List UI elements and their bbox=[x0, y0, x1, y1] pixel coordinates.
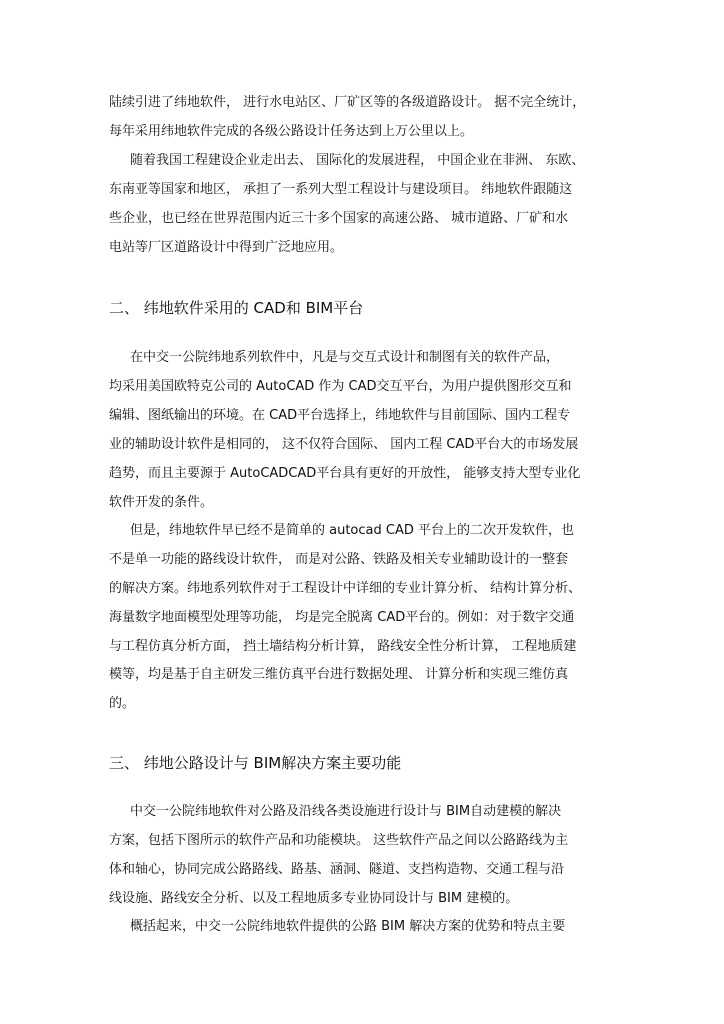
paragraph-5-line-1: 中交一公院纬地软件对公路及沿线各类设施进行设计与 BIM自动建模的解决 bbox=[130, 804, 562, 819]
paragraph-4-line-1: 但是，纬地软件早已经不是简单的 autocad CAD 平台上的二次开发软件，也 bbox=[130, 523, 574, 538]
section-2-heading: 二、 纬地软件采用的 CAD和 BIM平台 bbox=[109, 299, 364, 317]
paragraph-1-line-2: 每年采用纬地软件完成的各级公路设计任务达到上万公里以上。 bbox=[109, 124, 474, 139]
paragraph-4-line-3: 的解决方案。纬地系列软件对于工程设计中详细的专业计算分析、 结构计算分析、 bbox=[109, 581, 582, 596]
paragraph-3-line-4: 业的辅助设计软件是相同的， 这不仅符合国际、 国内工程 CAD平台大的市场发展 bbox=[109, 437, 579, 452]
paragraph-2-line-3: 些企业，也已经在世界范围内近三十多个国家的高速公路、 城市道路、厂矿和水 bbox=[109, 211, 569, 226]
paragraph-5-line-2: 方案，包括下图所示的软件产品和功能模块。 这些软件产品之间以公路路线为主 bbox=[109, 833, 569, 848]
paragraph-5-line-3: 体和轴心，协同完成公路路线、路基、涵洞、隧道、支挡构造物、交通工程与沿 bbox=[109, 862, 565, 877]
paragraph-5-line-4: 线设施、路线安全分析、以及工程地质多专业协同设计与 BIM 建模的。 bbox=[109, 891, 519, 906]
paragraph-3-line-5: 趋势，而且主要源于 AutoCADCAD平台具有更好的开放性， 能够支持大型专业化 bbox=[109, 466, 581, 481]
paragraph-2-line-4: 电站等厂区道路设计中得到广泛地应用。 bbox=[109, 240, 344, 255]
paragraph-6-line-1: 概括起来，中交一公院纬地软件提供的公路 BIM 解决方案的优势和特点主要 bbox=[130, 919, 566, 934]
paragraph-3-line-2: 均采用美国欧特克公司的 AutoCAD 作为 CAD交互平台，为用户提供图形交互和 bbox=[109, 379, 572, 394]
paragraph-4-line-2: 不是单一功能的路线设计软件， 而是对公路、铁路及相关专业辅助设计的一整套 bbox=[109, 552, 569, 567]
paragraph-4-line-6: 模等，均是基于自主研发三维仿真平台进行数据处理、 计算分析和实现三维仿真 bbox=[109, 667, 569, 682]
section-3-heading: 三、 纬地公路设计与 BIM解决方案主要功能 bbox=[109, 754, 402, 772]
paragraph-4-line-7: 的。 bbox=[109, 696, 136, 711]
paragraph-4-line-5: 与工程仿真分析方面， 挡土墙结构分析计算， 路线安全性分析计算， 工程地质建 bbox=[109, 639, 577, 654]
paragraph-3-line-1: 在中交一公院纬地系列软件中，凡是与交互式设计和制图有关的软件产品， bbox=[130, 350, 560, 365]
paragraph-3-line-6: 软件开发的条件。 bbox=[109, 495, 214, 510]
paragraph-2-line-2: 东南亚等国家和地区， 承担了一系列大型工程设计与建设项目。 纬地软件跟随这 bbox=[109, 182, 573, 197]
paragraph-2-line-1: 随着我国工程建设企业走出去、 国际化的发展进程， 中国企业在非洲、 东欧、 bbox=[130, 153, 585, 168]
paragraph-1-line-1: 陆续引进了纬地软件， 进行水电站区、厂矿区等的各级道路设计。 据不完全统计， bbox=[109, 95, 586, 110]
paragraph-4-line-4: 海量数字地面模型处理等功能， 均是完全脱离 CAD平台的。例如：对于数字交通 bbox=[109, 610, 575, 625]
paragraph-3-line-3: 编辑、图纸输出的环境。在 CAD平台选择上，纬地软件与目前国际、国内工程专 bbox=[109, 408, 571, 423]
